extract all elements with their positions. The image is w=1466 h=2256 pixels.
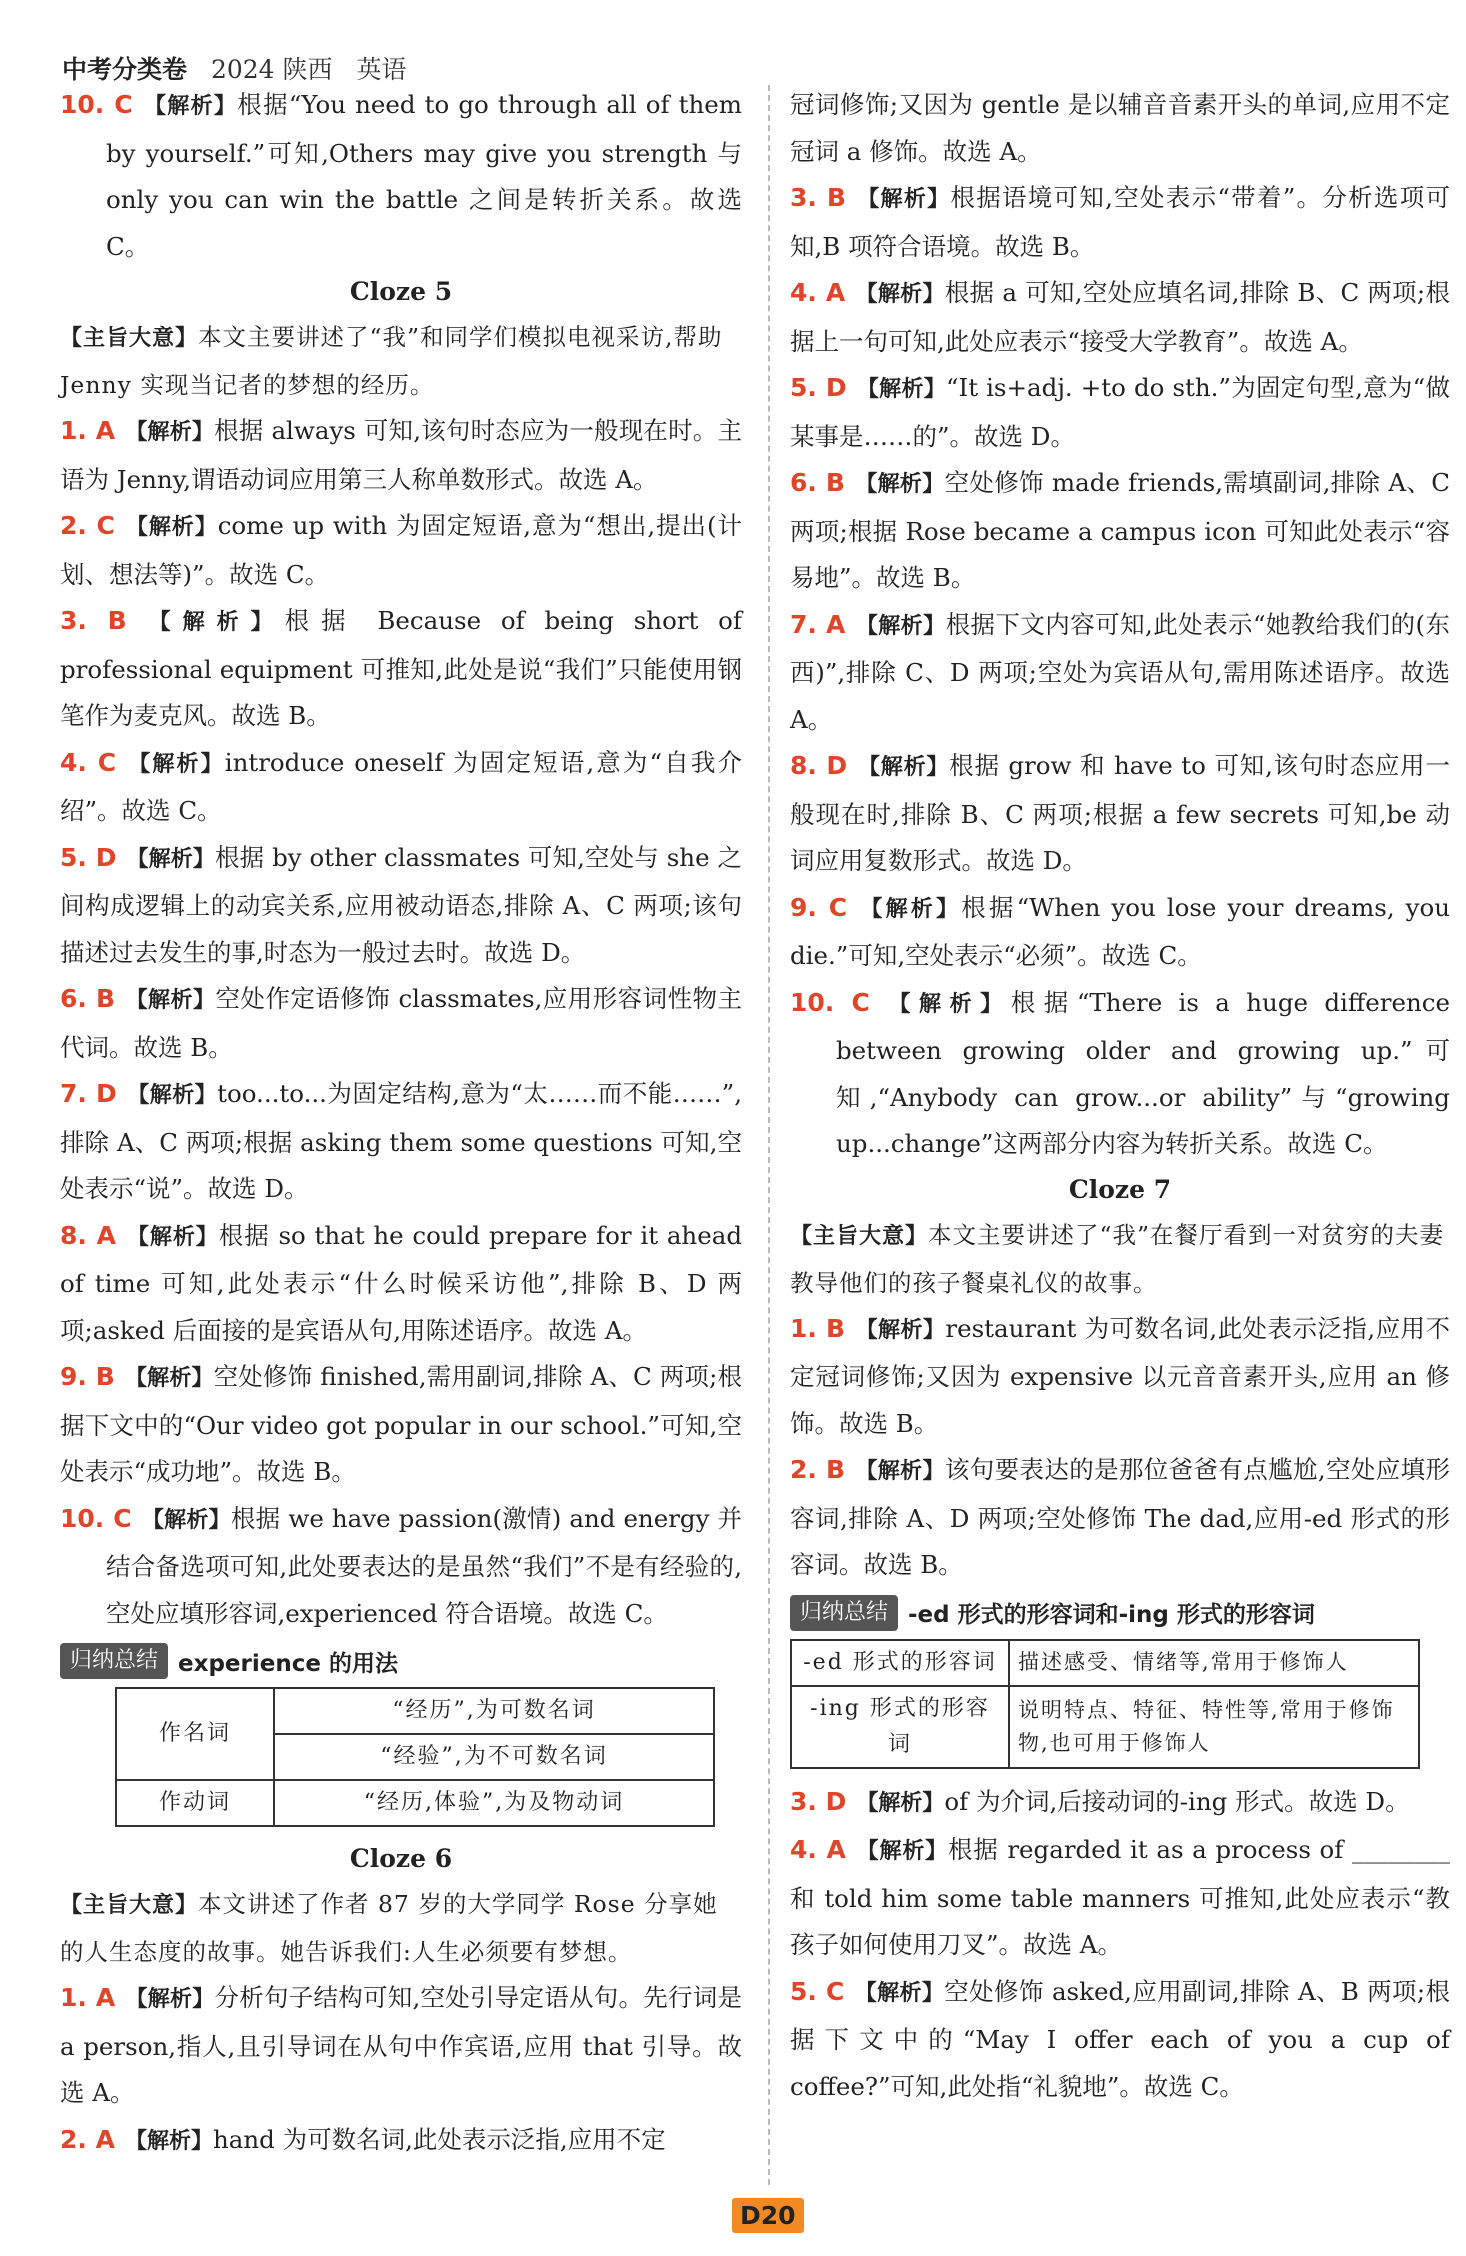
- summary-title: experience 的用法: [178, 1650, 398, 1677]
- page-header: [62, 50, 423, 86]
- main-idea: 【主旨大意】本文讲述了作者 87 岁的大学同学 Rose 分享她的人生态度的故事。她告诉我们:人生必须要有梦想。: [60, 1890, 718, 1966]
- header-brand: 中考分类卷: [62, 55, 188, 84]
- answer-item: 4. A 【解析】根据 a 可知,空处应填名词,排除 B、C 两项;根据上一句可知,此处应表示“接受大学教育”。故选 A。: [790, 278, 1450, 356]
- answer-item: 2. C 【解析】come up with 为固定短语,意为“想出,提出(计划、想法等)”。故选 C。: [60, 511, 742, 589]
- answer-item: 3. D 【解析】of 为介词,后接动词的-ing 形式。故选 D。: [790, 1786, 1410, 1816]
- answer-item: 1. A 【解析】根据 always 可知,该句时态应为一般现在时。主语为 Jenny,谓语动词应用第三人称单数形式。故选 A。: [60, 416, 742, 494]
- header-subject: 英语: [356, 55, 407, 84]
- answer-item: 6. B 【解析】空处作定语修饰 classmates,应用形容词性物主代词。故选 B。: [60, 984, 743, 1062]
- main-idea: 【主旨大意】本文主要讲述了“我”和同学们模拟电视采访,帮助 Jenny 实现当记者的梦想的经历。: [60, 323, 723, 399]
- answer-item: 5. C 【解析】空处修饰 asked,应用副词,排除 A、B 两项;根据下文中的“May I offer each of you a cup of coffee?”可知,此处指“礼貌地”。故选 C。: [790, 1976, 1450, 2101]
- answer-item: 3. B 【解析】根据语境可知,空处表示“带着”。分析选项可知,B 项符合语境。故选 B。: [790, 183, 1450, 261]
- answer-item: 3. B 【解析】根据 Because of being short of professional equipment 可推知,此处是说“我们”只能使用钢笔作为麦克风。故选 B。: [60, 606, 742, 730]
- summary-header: [790, 1595, 1450, 1631]
- right-column: [790, 82, 1450, 2110]
- column-divider: [768, 85, 770, 2185]
- answer-item: 2. A 【解析】hand 为可数名词,此处表示泛指,应用不定: [60, 2124, 666, 2154]
- answer-item: 1. A 【解析】分析句子结构可知,空处引导定语从句。先行词是 a person,指人,且引导词在从句中作宾语,应用 that 引导。故选 A。: [60, 1983, 742, 2107]
- answer-item: 10. C 【解析】根据“You need to go through all of them by yourself.”可知,Others may give you strength 与 only you can win the battle 之间是转折关系。故选 C。: [60, 90, 742, 261]
- answer-item: 1. B 【解析】restaurant 为可数名词,此处表示泛指,应用不定冠词修饰;又因为 expensive 以元音音素开头,应用 an 修饰。故选 B。: [790, 1313, 1450, 1438]
- answer-item: 5. D 【解析】“It is+adj. +to do sth.”为固定句型,意为“做某事是……的”。故选 D。: [790, 373, 1450, 451]
- answer-continuation: 冠词修饰;又因为 gentle 是以辅音音素开头的单词,应用不定冠词 a 修饰。故选 A。: [790, 90, 1450, 166]
- answer-item: 2. B 【解析】该句要表达的是那位爸爸有点尴尬,空处应填形容词,排除 A、D 两项;空处修饰 The dad,应用-ed 形式的形容词。故选 B。: [790, 1455, 1450, 1579]
- answer-item: 7. D 【解析】too...to...为固定结构,意为“太……而不能……”,排除 A、C 两项;根据 asking them some questions 可知,空处表示“说”。故选 D。: [60, 1079, 742, 1203]
- section-title: Cloze 5: [349, 277, 453, 306]
- answer-item: 4. A 【解析】根据 regarded it as a process of ________ 和 told him some table manners 可推知,此处应表示“教孩子如何使用刀叉”。故选 A。: [790, 1835, 1450, 1959]
- answer-item: 8. A 【解析】根据 so that he could prepare for it ahead of time 可知,此处表示“什么时候采访他”,排除 B、D 两项;asked 后面接的是宾语从句,用陈述语序。故选 A。: [60, 1220, 742, 1345]
- summary-title: -ed 形式的形容词和-ing 形式的形容词: [908, 1602, 1315, 1628]
- section-title: Cloze 7: [1068, 1174, 1172, 1204]
- answer-item: 10. C 【解析】根据“There is a huge difference between growing older and growing up.”可知,“Anybody can grow...or ability”与“growing up...change”这两部分内容为转折关系。故选 C。: [790, 987, 1450, 1158]
- summary-tag: 归纳总结: [60, 1643, 168, 1679]
- header-year: 2024 陕西: [210, 55, 333, 84]
- summary-table: -ed 形式的形容词 描述感受、情绪等,常用于修饰人 -ing 形式的形容词 说明特点、特征、特性等,常用于修饰物,也可用于修饰人: [790, 1639, 1420, 1769]
- section-title: Cloze 6: [349, 1844, 453, 1873]
- left-column: [60, 82, 742, 2165]
- main-idea: 【主旨大意】本文主要讲述了“我”在餐厅看到一对贫穷的夫妻教导他们的孩子餐桌礼仪的故事。: [790, 1220, 1445, 1297]
- summary-header: [60, 1643, 742, 1679]
- answer-item: 8. D 【解析】根据 grow 和 have to 可知,该句时态应用一般现在时,排除 B、C 两项;根据 a few secrets 可知,be 动词应用复数形式。故选 D。: [790, 751, 1450, 875]
- answer-item: 5. D 【解析】根据 by other classmates 可知,空处与 she 之间构成逻辑上的动宾关系,应用被动语态,排除 A、C 两项;该句描述过去发生的事,时态为一般过去时。故选 D。: [60, 842, 742, 967]
- page-number: D20: [732, 2198, 804, 2233]
- answer-item: 10. C 【解析】根据 we have passion(激情) and energy 并结合备选项可知,此处要表达的是虽然“我们”不是有经验的,空处应填形容词,experienced 符合语境。故选 C。: [60, 1503, 742, 1628]
- answer-item: 7. A 【解析】根据下文内容可知,此处表示“她教给我们的(东西)”,排除 C、D 两项;空处为宾语从句,需用陈述语序。故选 A。: [790, 609, 1450, 734]
- summary-tag: 归纳总结: [790, 1595, 898, 1631]
- answer-item: 6. B 【解析】空处修饰 made friends,需填副词,排除 A、C 两项;根据 Rose became a campus icon 可知此处表示“容易地”。故选 B。: [790, 468, 1450, 592]
- answer-item: 9. B 【解析】空处修饰 finished,需用副词,排除 A、C 两项;根据下文中的“Our video got popular in our school.”可知,空处表示“成功地”。故选 B。: [60, 1362, 742, 1486]
- answer-item: 4. C 【解析】introduce oneself 为固定短语,意为“自我介绍”。故选 C。: [60, 747, 742, 825]
- answer-item: 9. C 【解析】根据“When you lose your dreams, you die.”可知,空处表示“必须”。故选 C。: [790, 892, 1450, 970]
- summary-table: 作名词 “经历”,为可数名词 “经验”,为不可数名词 作动词 “经历,体验”,为及物动词: [115, 1687, 715, 1827]
